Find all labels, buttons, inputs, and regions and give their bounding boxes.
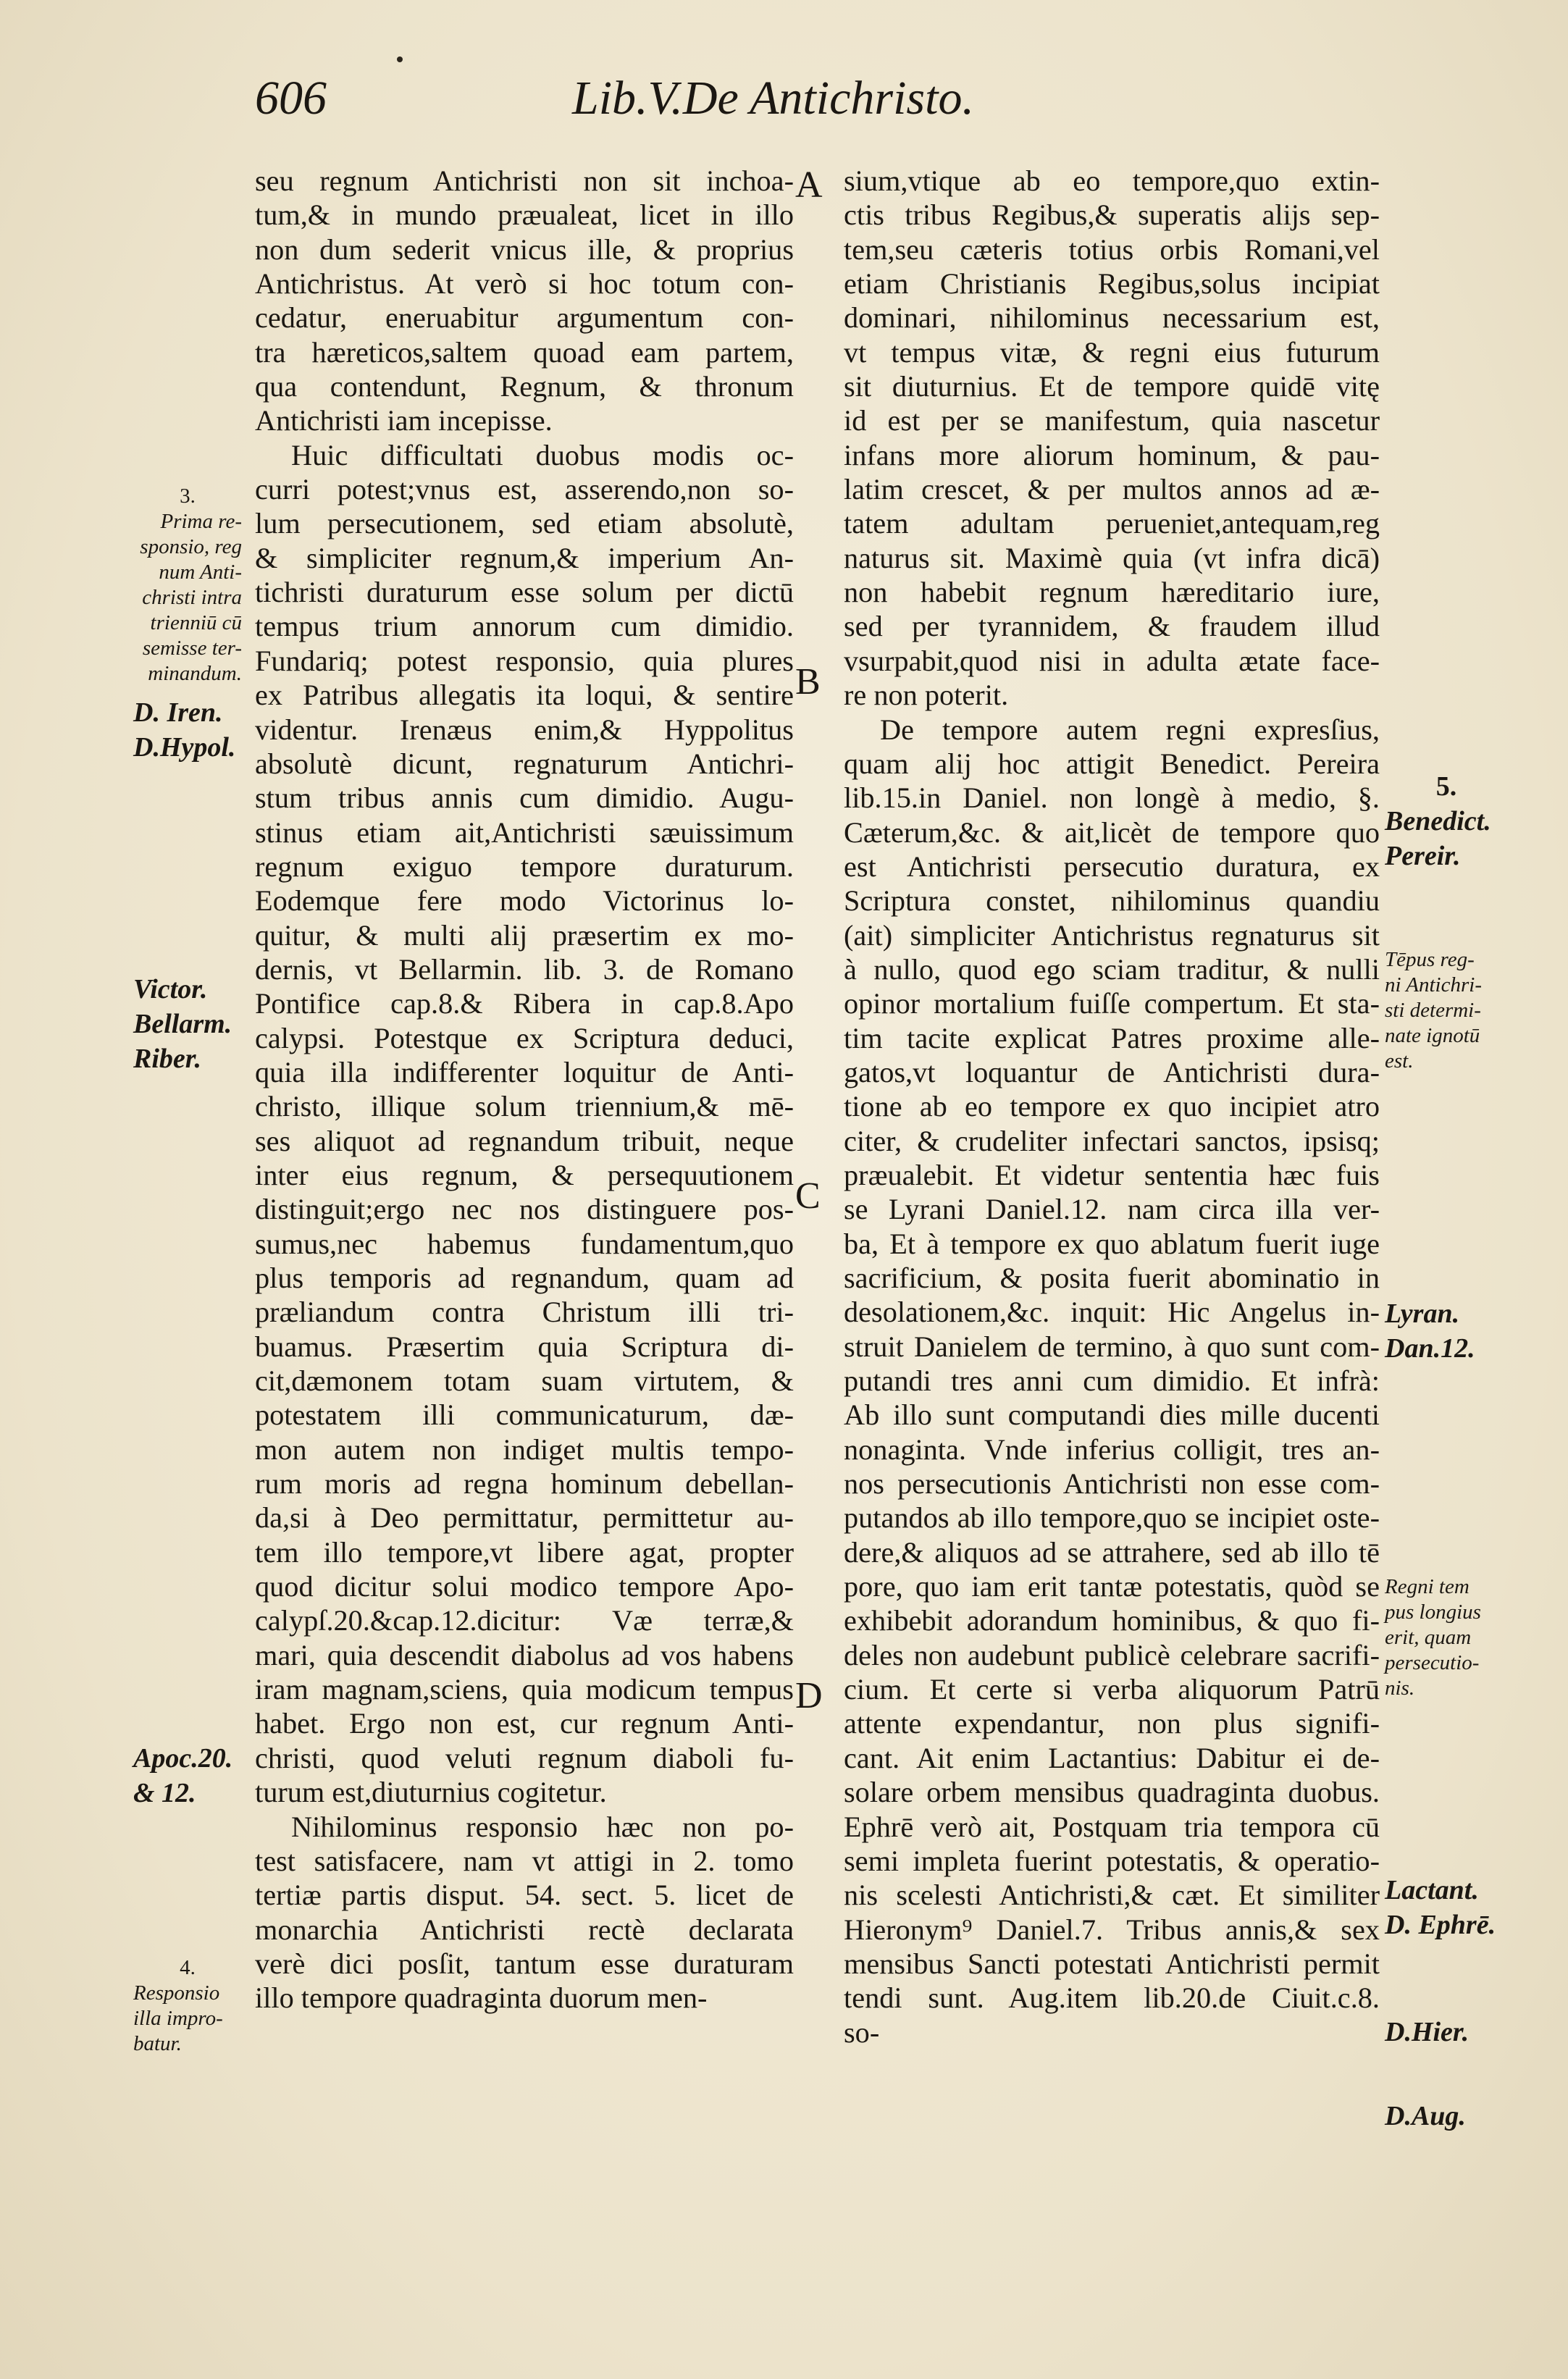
margin-note-3: 3. Prima re- sponsio, reg num Anti- christi intra trienniū cū semisse ter- minandum.: [140, 484, 242, 685]
text-line: absolutè dicunt, regnaturum Antichri-: [255, 747, 794, 780]
text-line: sium,vtique ab eo tempore,quo extin-: [844, 164, 1380, 197]
section-marker-d: D: [795, 1675, 823, 1716]
text-line: (ait) simpliciter Antichristus regnaturus sit: [844, 918, 1380, 952]
text-line: tatem adultam perueniet,antequam,reg: [844, 507, 1380, 540]
text-line: tum,& in mundo præualeat, licet in illo: [255, 198, 794, 232]
text-line: monarchia Antichristi rectè declarata: [255, 1913, 794, 1946]
text-line: illo tempore quadraginta duorum men-: [255, 1981, 708, 2015]
text-line: & simpliciter regnum,& imperium An-: [255, 541, 794, 574]
text-line: cant. Ait enim Lactantius: Dabitur ei de-: [844, 1741, 1380, 1774]
section-marker-c: C: [795, 1175, 821, 1217]
text-line: tim tacite explicat Patres proxime alle-: [844, 1021, 1380, 1054]
text-line: Ephrē verò ait, Postquam tria tempora cū: [844, 1810, 1380, 1843]
text-line: cedatur, eneruabitur argumentum con-: [255, 301, 794, 335]
text-line: so-: [844, 2015, 880, 2049]
text-line: ex Patribus allegatis ita loqui, & sentire: [255, 679, 794, 712]
margin-note-tempus-regni: Tēpus reg- ni Antichri- sti determi- nate ignotū est.: [1385, 948, 1482, 1073]
text-line: christi, quod veluti regnum diaboli fu-: [255, 1741, 794, 1774]
margin-note-4: 4. Responsio illa impro- batur.: [133, 1956, 223, 2055]
margin-refs-apocalypsis: Apoc.20. & 12.: [133, 1743, 233, 1808]
text-line: calypſ.20.&cap.12.dicitur: Væ terræ,&: [255, 1604, 794, 1637]
margin-note-5: 5. Benedict. Pereir.: [1385, 771, 1491, 871]
text-line: mon autem non indiget multis tempo-: [255, 1432, 794, 1466]
text-line: attente expendantur, non plus signifi-: [844, 1707, 1380, 1740]
text-line: præliandum contra Christum illi tri-: [255, 1296, 794, 1329]
text-line: vt tempus vitæ, & regni eius futurum: [844, 335, 1380, 369]
margin-refs-patres: D. Iren. D.Hypol.: [133, 697, 236, 763]
text-line: tichristi duraturum esse solum per dictū: [255, 576, 794, 609]
text-line: sit diuturnius. Et de tempore quidē vitę: [844, 370, 1380, 403]
text-line: test satisfacere, nam vt attigi in 2. tomo: [255, 1844, 794, 1877]
text-line: stinus etiam ait,Antichristi sæuissimum: [255, 815, 794, 849]
margin-refs-moderni: Victor. Bellarm. Riber.: [133, 974, 232, 1074]
text-line: id est per se manifestum, quia nascetur: [844, 404, 1380, 437]
text-line: Hieronym⁹ Daniel.7. Tribus annis,& sex: [844, 1913, 1380, 1946]
text-line: mensibus Sancti potestati Antichristi permit: [844, 1947, 1380, 1980]
text-line: verè dici posſit, tantum esse duraturam: [255, 1947, 794, 1980]
text-line: non habebit regnum hæreditario iure,: [844, 576, 1380, 609]
text-line: dernis, vt Bellarmin. lib. 3. de Romano: [255, 952, 794, 986]
text-line: desolationem,&c. inquit: Hic Angelus in-: [844, 1296, 1380, 1329]
text-line: quitur, & multi alij præsertim ex mo-: [255, 918, 794, 952]
margin-note-regni-tempus: Regni tem pus longius erit, quam persecutio- nis.: [1385, 1575, 1481, 1700]
text-line: ses aliquot ad regnandum tribuit, neque: [255, 1124, 794, 1157]
text-line: turum est,diuturnius cogitetur.: [255, 1776, 607, 1809]
text-line: calypsi. Potestque ex Scriptura deduci,: [255, 1021, 794, 1054]
text-line: regnum exiguo tempore duraturum.: [255, 849, 794, 883]
text-line: opinor mortalium fuiſſe compertum. Et sta-: [844, 987, 1380, 1020]
text-line: tra hæreticos,saltem quoad eam partem,: [255, 335, 794, 369]
section-marker-a: A: [795, 164, 823, 206]
text-line: tem,seu cæteris totius orbis Romani,vel: [844, 232, 1380, 266]
text-line: curri potest;vnus est, asserendo,non so-: [255, 473, 794, 506]
text-line: Nihilominus responsio hæc non po-: [291, 1810, 794, 1843]
text-line: quod dicitur solui modico tempore Apo-: [255, 1570, 794, 1603]
text-line: vsurpabit,quod nisi in adulta ætate face-: [844, 644, 1380, 677]
text-line: infans more aliorum hominum, & pau-: [844, 438, 1380, 471]
text-line: pore, quo iam erit tantæ potestatis, quòd se: [844, 1570, 1380, 1603]
text-line: mari, quia descendit diabolus ad vos habens: [255, 1638, 794, 1671]
text-line: sumus,nec habemus fundamentum,quo: [255, 1227, 794, 1260]
text-line: cit,dæmonem totam suam virtutem, &: [255, 1364, 794, 1398]
text-line: nis scelesti Antichristi,& cæt. Et similiter: [844, 1879, 1380, 1912]
text-line: semi impleta fuerint potestatis, & operatio-: [844, 1844, 1380, 1877]
margin-refs-lactant-ephrem: Lactant. D. Ephrē.: [1385, 1875, 1496, 1940]
text-line: Cæterum,&c. & ait,licèt de tempore quo: [844, 815, 1380, 849]
main-text-column-right: [844, 164, 1380, 2049]
section-marker-b: B: [795, 661, 821, 702]
text-line: Fundariq; potest responsio, quia plures: [255, 644, 794, 677]
text-line: latim crescet, & per multos annos ad æ-: [844, 473, 1380, 506]
text-line: dere,& aliquos ad se attrahere, sed ab illo tē: [844, 1535, 1380, 1569]
text-line: putandos ab illo tempore,quo se incipiet oste-: [844, 1501, 1380, 1535]
text-line: ctis tribus Regibus,& superatis alijs sep-: [844, 198, 1380, 232]
text-line: videntur. Irenæus enim,& Hyppolitus: [255, 713, 794, 746]
running-title: Lib.V.De Antichristo.: [572, 72, 974, 125]
text-line: lib.15.in Daniel. non longè à medio, §.: [844, 781, 1380, 815]
text-line: re non poterit.: [844, 679, 1009, 712]
text-line: non dum sederit vnicus ille, & proprius: [255, 232, 794, 266]
page-number: 606: [255, 72, 327, 125]
text-line: dominari, nihilominus necessarium est,: [844, 301, 1380, 335]
text-line: rum moris ad regna hominum debellan-: [255, 1467, 794, 1501]
main-text-column-left: [255, 164, 794, 2015]
text-line: Antichristus. At verò si hoc totum con-: [255, 267, 794, 301]
text-line: ba, Et à tempore ex quo ablatum fuerit iuge: [844, 1227, 1380, 1260]
text-line: lum persecutionem, sed etiam absolutè,: [255, 507, 794, 540]
text-line: tem illo tempore,vt libere agat, propter: [255, 1535, 794, 1569]
text-line: Pontifice cap.8.& Ribera in cap.8.Apo: [255, 987, 794, 1020]
text-line: à nullo, quod ego sciam traditur, & nulli: [844, 952, 1380, 986]
text-line: quam alij hoc attigit Benedict. Pereira: [844, 747, 1380, 780]
text-line: præualebit. Et videtur sententia hæc fuis: [844, 1158, 1380, 1191]
text-line: exhibebit adorandum hominibus, & quo fi-: [844, 1604, 1380, 1637]
text-line: quia illa indifferenter loquitur de Anti-: [255, 1055, 794, 1088]
text-line: tendi sunt. Aug.item lib.20.de Ciuit.c.8.: [844, 1981, 1380, 2015]
margin-refs-hieronymus: D.Hier.: [1385, 2017, 1470, 2047]
text-line: sacrificium, & posita fuerit abominatio in: [844, 1262, 1380, 1294]
text-line: nonaginta. Vnde inferius colligit, tres an-: [844, 1432, 1380, 1466]
text-line: solare orbem mensibus quadraginta duobus.: [844, 1776, 1380, 1809]
text-line: deles non audebunt publicè celebrare sacrifi-: [844, 1638, 1380, 1671]
text-line: citer, & crudeliter infectari sanctos, ipsisq;: [844, 1124, 1380, 1157]
text-line: etiam Christianis Regibus,solus incipiat: [844, 267, 1380, 301]
text-line: se Lyrani Daniel.12. nam circa illa ver-: [844, 1193, 1380, 1226]
text-line: Huic difficultati duobus modis oc-: [291, 438, 794, 471]
text-line: habet. Ergo non est, cur regnum Anti-: [255, 1707, 794, 1740]
text-line: distinguit;ergo nec nos distinguere pos-: [255, 1193, 794, 1226]
text-line: inter eius regnum, & persequutionem: [255, 1158, 794, 1191]
text-line: tertiæ partis disput. 54. sect. 5. licet de: [255, 1879, 794, 1912]
text-line: putandi tres anni cum dimidio. Et infrà:: [844, 1364, 1380, 1398]
text-line: seu regnum Antichristi non sit inchoa-: [255, 164, 794, 197]
text-line: plus temporis ad regnandum, quam ad: [255, 1262, 794, 1294]
text-line: Eodemque fere modo Victorinus lo-: [255, 884, 794, 918]
text-line: sed per tyrannidem, & fraudem illud: [844, 610, 1380, 643]
ink-dot: [397, 56, 403, 62]
text-line: De tempore autem regni expresſius,: [880, 713, 1380, 746]
text-line: Ab illo sunt computandi dies mille ducenti: [844, 1398, 1380, 1432]
text-line: stum tribus annis cum dimidio. Augu-: [255, 781, 794, 815]
text-line: cium. Et certe si verba aliquorum Patrū: [844, 1673, 1380, 1706]
text-line: christo, illique solum triennium,& mē-: [255, 1090, 794, 1123]
text-line: Antichristi iam incepisse.: [255, 404, 553, 437]
text-line: qua contendunt, Regnum, & thronum: [255, 370, 794, 403]
text-line: nos persecutionis Antichristi non esse com-: [844, 1467, 1380, 1501]
text-line: buamus. Præsertim quia Scriptura di-: [255, 1330, 794, 1363]
text-line: est Antichristi persecutio duratura, ex: [844, 849, 1380, 883]
text-line: struit Danielem de termino, à quo sunt com-: [844, 1330, 1380, 1363]
text-line: naturus sit. Maximè quia (vt infra dicā): [844, 541, 1380, 574]
margin-refs-augustinus: D.Aug.: [1385, 2101, 1466, 2131]
text-line: tempus trium annorum cum dimidio.: [255, 610, 794, 643]
text-line: potestatem illi communicaturum, dæ-: [255, 1398, 794, 1432]
text-line: tione ab eo tempore ex quo incipiet atro: [844, 1090, 1380, 1123]
text-line: gatos,vt loquantur de Antichristi dura-: [844, 1055, 1380, 1088]
margin-refs-lyranus: Lyran. Dan.12.: [1385, 1298, 1475, 1364]
text-line: iram magnam,sciens, quia modicum tempus: [255, 1673, 794, 1706]
text-line: da,si à Deo permittatur, permittetur au-: [255, 1501, 794, 1535]
text-line: Scriptura constet, nihilominus quandiu: [844, 884, 1380, 918]
